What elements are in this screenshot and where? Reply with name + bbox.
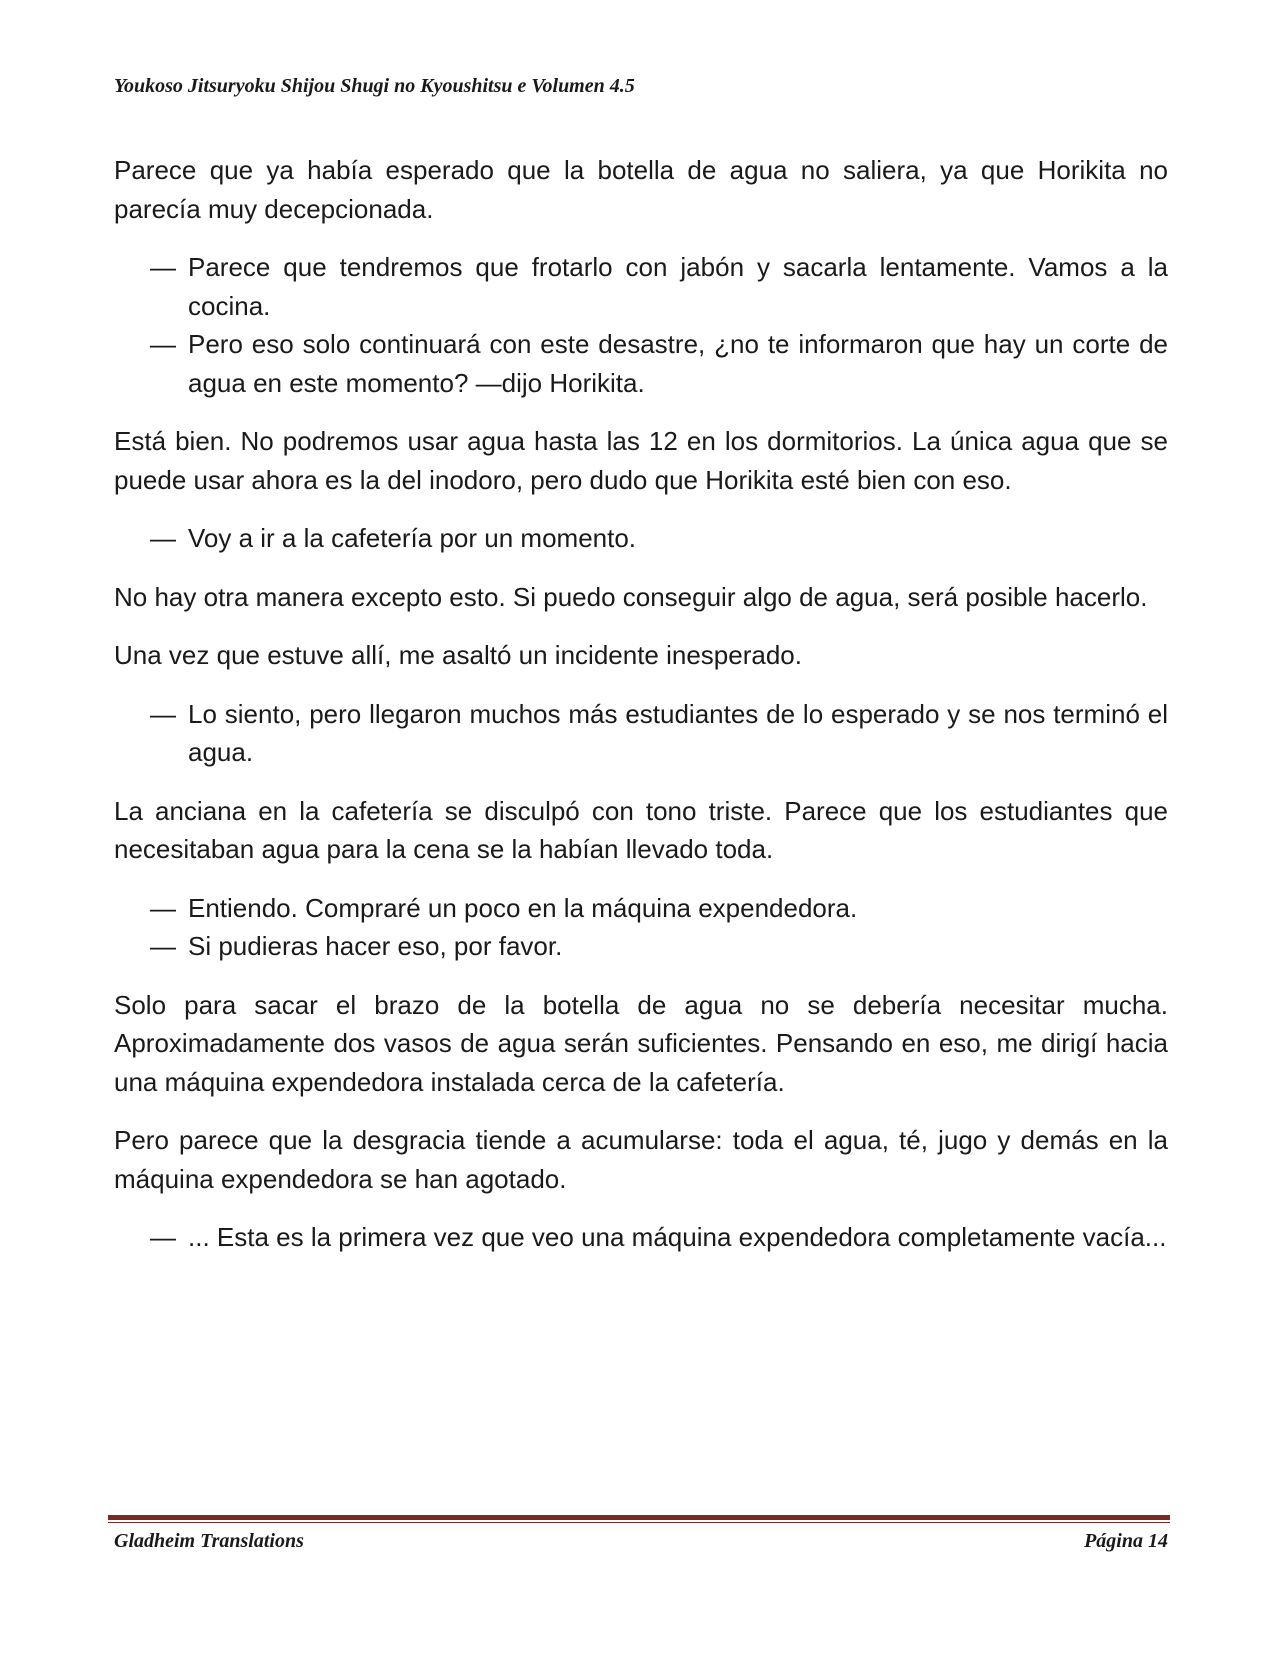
dialogue-block (114, 1218, 1168, 1257)
paragraph: No hay otra manera excepto esto. Si puedo conseguir algo de agua, será posible hacerlo. (114, 581, 1148, 612)
dialogue-line: — Voy a ir a la cafetería por un momento. (114, 519, 1168, 558)
dash-mark: — (150, 698, 176, 729)
dialogue-line: — ... Esta es la primera vez que veo una máquina expendedora completamente vacía... (114, 1218, 1168, 1257)
footer-credit: Gladheim Translations (114, 1530, 304, 1552)
footer-rule (108, 1515, 1170, 1523)
dash-mark: — (150, 892, 176, 923)
page-body (114, 151, 1168, 1277)
dialogue-block (114, 695, 1168, 772)
dialogue-block (114, 248, 1168, 402)
paragraph: Una vez que estuve allí, me asaltó un incidente inesperado. (114, 640, 802, 670)
footer-rule-thin (108, 1522, 1170, 1523)
dash-mark: — (150, 523, 176, 553)
dialogue-line: — Entiendo. Compraré un poco en la máquina expendedora. (114, 889, 1168, 928)
paragraph: Solo para sacar el brazo de la botella de agua no se debería necesitar mucha. Aproximadamente dos vasos de agua serán suficientes. Pensando en eso, me dirigí hacia una máquina expendedora instalada cerca de la cafetería. (114, 989, 1168, 1097)
dialogue-line: — Pero eso solo continuará con este desastre, ¿no te informaron que hay un corte de agua en este momento? —dijo Horikita. (114, 325, 1168, 402)
paragraph: Parece que ya había esperado que la botella de agua no saliera, ya que Horikita no parecía muy decepcionada. (114, 155, 1168, 224)
dash-mark: — (150, 1222, 176, 1252)
dialogue-line: — Si pudieras hacer eso, por favor. (114, 927, 1168, 966)
dialogue-line: — Lo siento, pero llegaron muchos más estudiantes de lo esperado y se nos terminó el agua. (114, 695, 1168, 772)
paragraph: Pero parece que la desgracia tiende a acumularse: toda el agua, té, jugo y demás en la máquina expendedora se han agotado. (114, 1125, 1168, 1194)
dash-mark: — (150, 931, 176, 961)
dash-mark: — (150, 329, 176, 359)
paragraph: Está bien. No podremos usar agua hasta las 12 en los dormitorios. La única agua que se puede usar ahora es la del inodoro, pero dudo que Horikita esté bien con eso. (114, 426, 1168, 495)
page-number: Página 14 (1084, 1530, 1168, 1552)
paragraph: La anciana en la cafetería se disculpó con tono triste. Parece que los estudiantes que necesitaban agua para la cena se la habían llevado toda. (114, 795, 1168, 864)
running-head-title: Youkoso Jitsuryoku Shijou Shugi no Kyoushitsu e Volumen 4.5 (114, 75, 635, 97)
dash-mark: — (150, 252, 176, 282)
dialogue-line: — Parece que tendremos que frotarlo con jabón y sacarla lentamente. Vamos a la cocina. (114, 248, 1168, 325)
footer-rule-thick (108, 1515, 1170, 1520)
dialogue-block (114, 889, 1168, 966)
dialogue-block (114, 519, 1168, 558)
